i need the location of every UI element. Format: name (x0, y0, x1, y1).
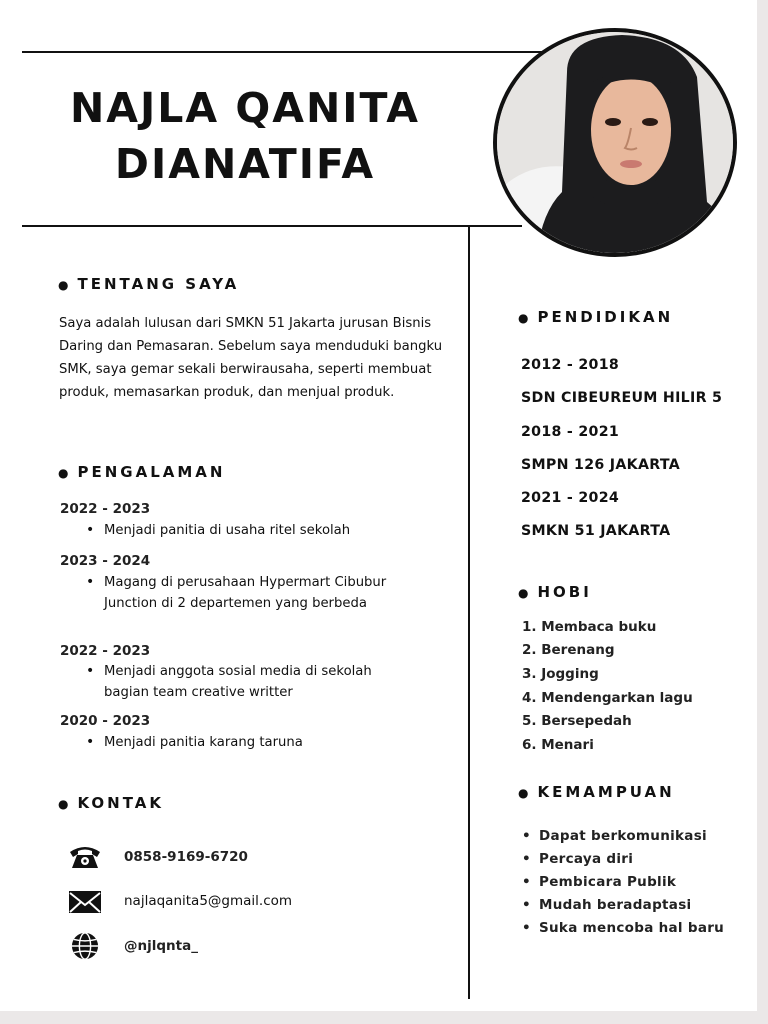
skills-section-title: ● KEMAMPUAN (518, 783, 675, 801)
hobby-item: 6. Menari (522, 737, 594, 753)
contact-email: najlaqanita5@gmail.com (124, 893, 293, 909)
experience-item: • Menjadi anggota sosial media di sekolah bagian team creative writter (86, 661, 414, 703)
bullet-icon: ● (518, 786, 529, 800)
skill-item: • Pembicara Publik (522, 874, 676, 890)
education-school: SMPN 126 JAKARTA (521, 457, 680, 473)
experience-year: 2022 - 2023 (60, 501, 151, 517)
name-line-1: NAJLA QANITA (69, 84, 421, 132)
education-years: 2021 - 2024 (521, 490, 620, 506)
skill-item: • Suka mencoba hal baru (522, 920, 724, 936)
skill-item: • Percaya diri (522, 851, 633, 867)
about-text: Saya adalah lulusan dari SMKN 51 Jakarta jurusan Bisnis Daring dan Pemasaran. Sebelum saya menduduki bangku SMK, saya gemar sekali berwirausaha, seperti membuat produk, memasarkan produk, dan menjual produk. (59, 316, 443, 400)
bullet-icon: ● (58, 466, 69, 480)
name-line-2: DIANATIFA (114, 140, 376, 188)
hobby-item: 1. Membaca buku (522, 619, 657, 635)
contact-phone: 0858-9169-6720 (124, 849, 248, 865)
education-section-title: ● PENDIDIKAN (518, 308, 674, 326)
envelope-icon (68, 888, 102, 916)
column-divider (468, 225, 470, 999)
bullet-icon: ● (58, 797, 69, 811)
about-section-title: ● TENTANG SAYA (58, 275, 240, 293)
bullet-icon: ● (58, 278, 69, 292)
hobby-item: 4. Mendengarkan lagu (522, 690, 693, 706)
resume-name (22, 80, 468, 192)
bullet-icon: ● (518, 311, 529, 325)
hobbies-section-title: ● HOBI (518, 583, 592, 601)
contact-social: @njlqnta_ (124, 938, 198, 954)
experience-year: 2020 - 2023 (60, 713, 151, 729)
education-school: SDN CIBEUREUM HILIR 5 (521, 390, 723, 406)
education-years: 2018 - 2021 (521, 424, 620, 440)
experience-item: • Menjadi panitia karang taruna (86, 732, 424, 753)
header-bottom-rule (22, 225, 522, 227)
profile-photo (493, 28, 737, 257)
hobby-item: 3. Jogging (522, 666, 599, 682)
telephone-icon (68, 843, 102, 871)
education-school: SMKN 51 JAKARTA (521, 523, 671, 539)
hobby-item: 2. Berenang (522, 642, 615, 658)
contact-section-title: ● KONTAK (58, 794, 165, 812)
bullet-icon: ● (518, 586, 529, 600)
hobby-item: 5. Bersepedah (522, 713, 632, 729)
experience-item: • Magang di perusahaan Hypermart Cibubur Junction di 2 departemen yang berbeda (86, 572, 404, 614)
education-years: 2012 - 2018 (521, 357, 620, 373)
globe-icon (68, 932, 102, 960)
experience-year: 2023 - 2024 (60, 553, 151, 569)
experience-year: 2022 - 2023 (60, 643, 151, 659)
experience-item: • Menjadi panitia di usaha ritel sekolah (86, 520, 424, 541)
experience-section-title: ● PENGALAMAN (58, 463, 226, 481)
skill-item: • Dapat berkomunikasi (522, 828, 707, 844)
skill-item: • Mudah beradaptasi (522, 897, 691, 913)
header-top-rule (22, 51, 552, 53)
